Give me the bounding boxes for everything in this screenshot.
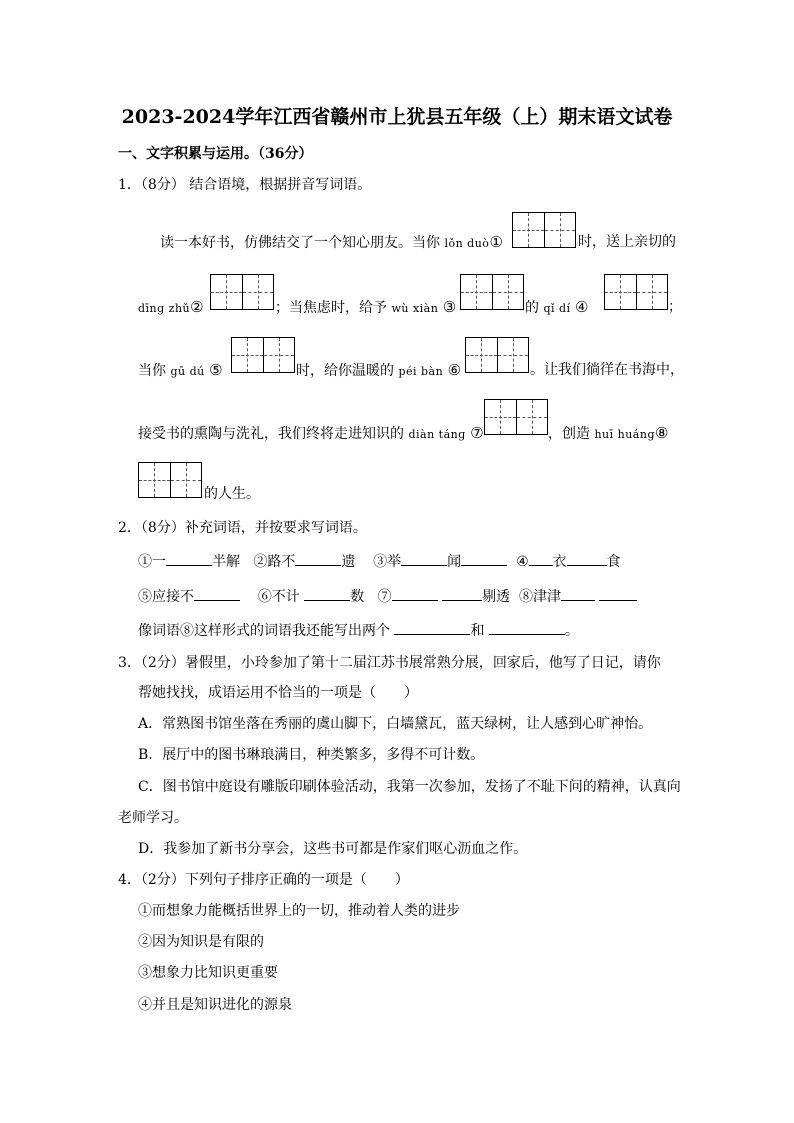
q1-text: 的 <box>525 300 539 316</box>
q1-text: ；当焦虑时，给予 <box>275 300 387 316</box>
q1-line5: 的人生。 <box>204 486 260 502</box>
blank-field[interactable] <box>489 620 565 635</box>
pinyin-2: dīng zhǔ <box>138 302 191 315</box>
q2-word-part: 半解 <box>212 554 240 570</box>
q3-option-c-cont: 老师学习。 <box>118 810 188 826</box>
page-title: 2023-2024学年江西省赣州市上犹县五年级（上）期末语文试卷 <box>121 106 673 128</box>
q1-text: ，创造 <box>548 426 590 442</box>
q2-heading: 2．（8分）补充词语，并按要求写词语。 <box>118 520 367 536</box>
q1-line3-start <box>138 360 223 382</box>
q4-sentence-1: ①而想象力能概括世界上的一切，推动着人类的进步 <box>138 903 460 919</box>
blank-field[interactable] <box>394 620 470 635</box>
q1-line4-tail <box>548 423 668 445</box>
blank-field[interactable] <box>401 551 447 566</box>
q4-sentence-4: ④并且是知识进化的源泉 <box>138 997 292 1013</box>
q2-row-1 <box>138 551 621 572</box>
pinyin-3: wù xiàn <box>391 302 439 315</box>
item-number-4: ④ <box>575 298 589 316</box>
q2-word-part: ②路不 <box>253 554 296 570</box>
item-number-8: ⑧ <box>655 424 669 442</box>
q2-text: 像词语⑧这样形式的词语我还能写出两个 <box>138 623 390 639</box>
blank-field[interactable] <box>561 586 595 601</box>
q2-row-2 <box>138 586 637 607</box>
item-number-1: ① <box>489 233 503 251</box>
q3-option-a[interactable]: A．常熟图书馆坐落在秀丽的虞山脚下，白墙黛瓦，蓝天绿树，让人感到心旷神怡。 <box>138 716 653 732</box>
pinyin-1: lǒn duò <box>444 237 490 250</box>
q2-word-part: 遗 <box>341 554 356 570</box>
q2-word-part: ①一 <box>138 554 166 570</box>
q1-line3-tail: 。让我们徜徉在书海中， <box>530 362 684 378</box>
q1-line4-start <box>138 423 484 445</box>
blank-field[interactable] <box>194 586 240 601</box>
blank-field[interactable] <box>599 586 637 601</box>
q3-option-c[interactable]: C．图书馆中庭设有雕版印刷体验活动，我第一次参加，发扬了不耻下问的精神，认真向 <box>138 779 681 795</box>
q3-heading-1: 3．（2分）暑假里，小玲参加了第十二届江苏书展常熟分展，回家后，他写了日记，请你 <box>118 655 661 671</box>
q2-row-3 <box>138 620 579 641</box>
blank-field[interactable] <box>442 586 482 601</box>
q1-text: 读一本好书，仿佛结交了一个知心朋友。当你 <box>160 235 440 251</box>
answer-grid-5[interactable] <box>231 337 295 373</box>
blank-field[interactable] <box>304 586 350 601</box>
item-number-6: ⑥ <box>447 361 462 379</box>
answer-grid-1[interactable] <box>512 212 576 248</box>
q1-line2-mid2 <box>525 297 588 319</box>
q2-word-part: 衣 <box>552 554 567 570</box>
q2-word-part: ④ <box>516 554 529 570</box>
pinyin-7: diàn táng <box>408 428 466 441</box>
q1-line2-mid <box>275 297 456 319</box>
item-number-7: ⑦ <box>470 424 484 442</box>
blank-field[interactable] <box>295 551 341 566</box>
pinyin-8: huī huáng <box>594 428 655 441</box>
q1-line1-text <box>160 232 503 254</box>
q2-word-part: ⑧津津 <box>518 589 561 605</box>
section-heading: 一、文字积累与运用。（36分） <box>118 146 313 162</box>
answer-grid-8[interactable] <box>138 462 202 498</box>
blank-field[interactable] <box>166 551 212 566</box>
q3-option-d[interactable]: D．我参加了新书分享会，这些书可都是作家们呕心沥血之作。 <box>138 841 528 857</box>
q3-option-b[interactable]: B．展厅中的图书琳琅满目，种类繁多，多得不可计数。 <box>138 747 485 763</box>
item-number-2: ② <box>190 298 204 316</box>
q2-word-part: ③举 <box>373 554 402 570</box>
q2-word-part: 闻 <box>447 554 462 570</box>
q1-line2-tail: ； <box>668 299 682 315</box>
blank-field[interactable] <box>461 551 507 566</box>
q1-text: 时，给你温暖的 <box>296 363 394 379</box>
q2-text: 。 <box>564 623 579 639</box>
q2-word-part: 食 <box>606 554 621 570</box>
answer-grid-6[interactable] <box>465 337 529 373</box>
q1-line3-mid <box>296 360 461 382</box>
answer-grid-4[interactable] <box>604 274 668 310</box>
q4-sentence-3: ③想象力比知识更重要 <box>138 965 278 981</box>
pinyin-5: gū dú <box>170 365 205 378</box>
pinyin-6: péi bàn <box>398 365 444 378</box>
q4-heading: 4．（2分）下列句子排序正确的一项是（ ） <box>118 872 409 888</box>
q1-line2-start <box>138 297 204 319</box>
answer-grid-3[interactable] <box>460 274 524 310</box>
q2-text: 和 <box>470 623 485 639</box>
answer-grid-2[interactable] <box>210 274 274 310</box>
q2-word-part: 数 <box>350 589 365 605</box>
pinyin-4: qǐ dí <box>543 302 571 315</box>
q2-word-part: 剔透 <box>482 589 511 605</box>
q3-heading-2: 帮她找找，成语运用不恰当的一项是（ ） <box>138 685 418 701</box>
item-number-3: ③ <box>442 298 457 316</box>
q1-text: 当你 <box>138 363 166 379</box>
blank-field[interactable] <box>392 586 438 601</box>
q2-word-part: ⑥不计 <box>257 589 300 605</box>
q2-word-part: ⑤应接不 <box>138 589 194 605</box>
q2-word-part: ⑦ <box>377 589 392 605</box>
blank-field[interactable] <box>567 551 607 566</box>
q4-sentence-2: ②因为知识是有限的 <box>138 934 264 950</box>
q1-line1-tail: 时，送上亲切的 <box>578 234 676 250</box>
answer-grid-7[interactable] <box>484 399 548 435</box>
q1-text: 接受书的熏陶与洗礼，我们终将走进知识的 <box>138 426 404 442</box>
q1-heading: 1．（8分） 结合语境，根据拼音写词语。 <box>118 177 372 193</box>
item-number-5: ⑤ <box>209 361 223 379</box>
blank-field[interactable] <box>529 551 553 566</box>
